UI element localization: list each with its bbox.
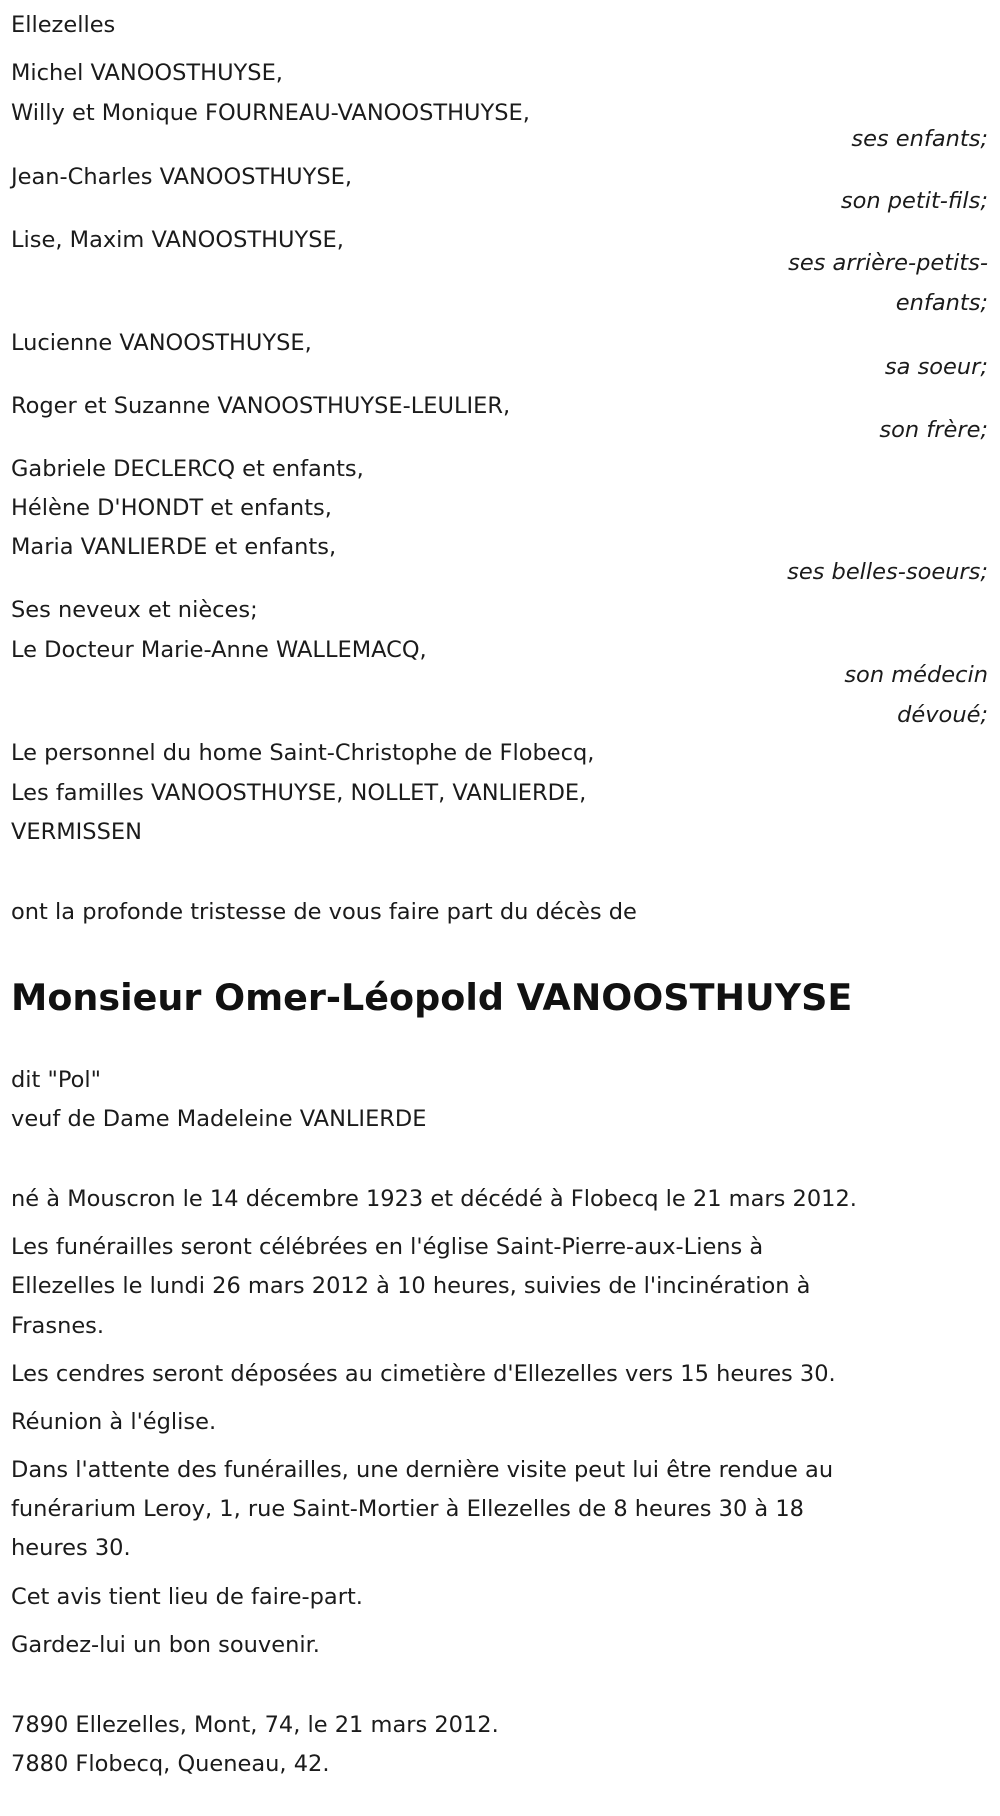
family-line-others-3: VERMISSEN	[11, 819, 142, 845]
family-line-sister-in-law-2: Hélène D'HONDT et enfants,	[11, 495, 332, 521]
role-grandson: son petit-fils;	[840, 188, 988, 214]
detail-remember: Gardez-lui un bon souvenir.	[11, 1632, 320, 1658]
detail-funeral-1: Les funérailles seront célébrées en l'église Saint-Pierre-aux-Liens à	[11, 1234, 764, 1260]
role-brother: son frère;	[879, 417, 988, 443]
role-doctor-1: son médecin	[844, 662, 988, 688]
role-doctor-2: dévoué;	[897, 702, 988, 728]
family-line-brother: Roger et Suzanne VANOOSTHUYSE-LEULIER,	[11, 393, 511, 419]
detail-ashes: Les cendres seront déposées au cimetière d'Ellezelles vers 15 heures 30.	[11, 1361, 836, 1387]
role-great-grandchildren-2: enfants;	[895, 290, 988, 316]
family-line-sister-in-law-3: Maria VANLIERDE et enfants,	[11, 534, 337, 560]
address-ellezelles: 7890 Ellezelles, Mont, 74, le 21 mars 2012.	[11, 1712, 499, 1738]
detail-birth-death: né à Mouscron le 14 décembre 1923 et décédé à Flobecq le 21 mars 2012.	[11, 1186, 857, 1212]
address-flobecq: 7880 Flobecq, Queneau, 42.	[11, 1751, 330, 1777]
family-line-sister-in-law-1: Gabriele DECLERCQ et enfants,	[11, 456, 364, 482]
detail-funeral-3: Frasnes.	[11, 1313, 105, 1339]
family-line-others-1: Le personnel du home Saint-Christophe de Flobecq,	[11, 740, 595, 766]
role-children: ses enfants;	[851, 126, 988, 152]
deceased-widower: veuf de Dame Madeleine VANLIERDE	[11, 1106, 427, 1132]
detail-visit-1: Dans l'attente des funérailles, une dernière visite peut lui être rendue au	[11, 1457, 834, 1483]
detail-meeting: Réunion à l'église.	[11, 1409, 217, 1435]
deceased-name: Monsieur Omer-Léopold VANOOSTHUYSE	[11, 976, 853, 1019]
family-line-great-grandchildren: Lise, Maxim VANOOSTHUYSE,	[11, 227, 344, 253]
family-line-others-2: Les familles VANOOSTHUYSE, NOLLET, VANLIERDE,	[11, 780, 587, 806]
family-line-sister: Lucienne VANOOSTHUYSE,	[11, 330, 312, 356]
family-line-children-1: Michel VANOOSTHUYSE,	[11, 60, 283, 86]
role-sister: sa soeur;	[884, 354, 988, 380]
family-line-nephews: Ses neveux et nièces;	[11, 597, 258, 623]
role-great-grandchildren-1: ses arrière-petits-	[788, 250, 988, 276]
deceased-nickname: dit "Pol"	[11, 1067, 101, 1093]
detail-visit-3: heures 30.	[11, 1535, 131, 1561]
role-sisters-in-law: ses belles-soeurs;	[787, 559, 988, 585]
announcement-text: ont la profonde tristesse de vous faire part du décès de	[11, 899, 637, 925]
detail-visit-2: funérarium Leroy, 1, rue Saint-Mortier à Ellezelles de 8 heures 30 à 18	[11, 1496, 804, 1522]
family-line-grandson: Jean-Charles VANOOSTHUYSE,	[11, 164, 353, 190]
family-line-children-2: Willy et Monique FOURNEAU-VANOOSTHUYSE,	[11, 100, 530, 126]
detail-notice: Cet avis tient lieu de faire-part.	[11, 1584, 363, 1610]
detail-funeral-2: Ellezelles le lundi 26 mars 2012 à 10 heures, suivies de l'incinération à	[11, 1273, 811, 1299]
family-line-doctor: Le Docteur Marie-Anne WALLEMACQ,	[11, 637, 427, 663]
place-name: Ellezelles	[11, 12, 116, 38]
